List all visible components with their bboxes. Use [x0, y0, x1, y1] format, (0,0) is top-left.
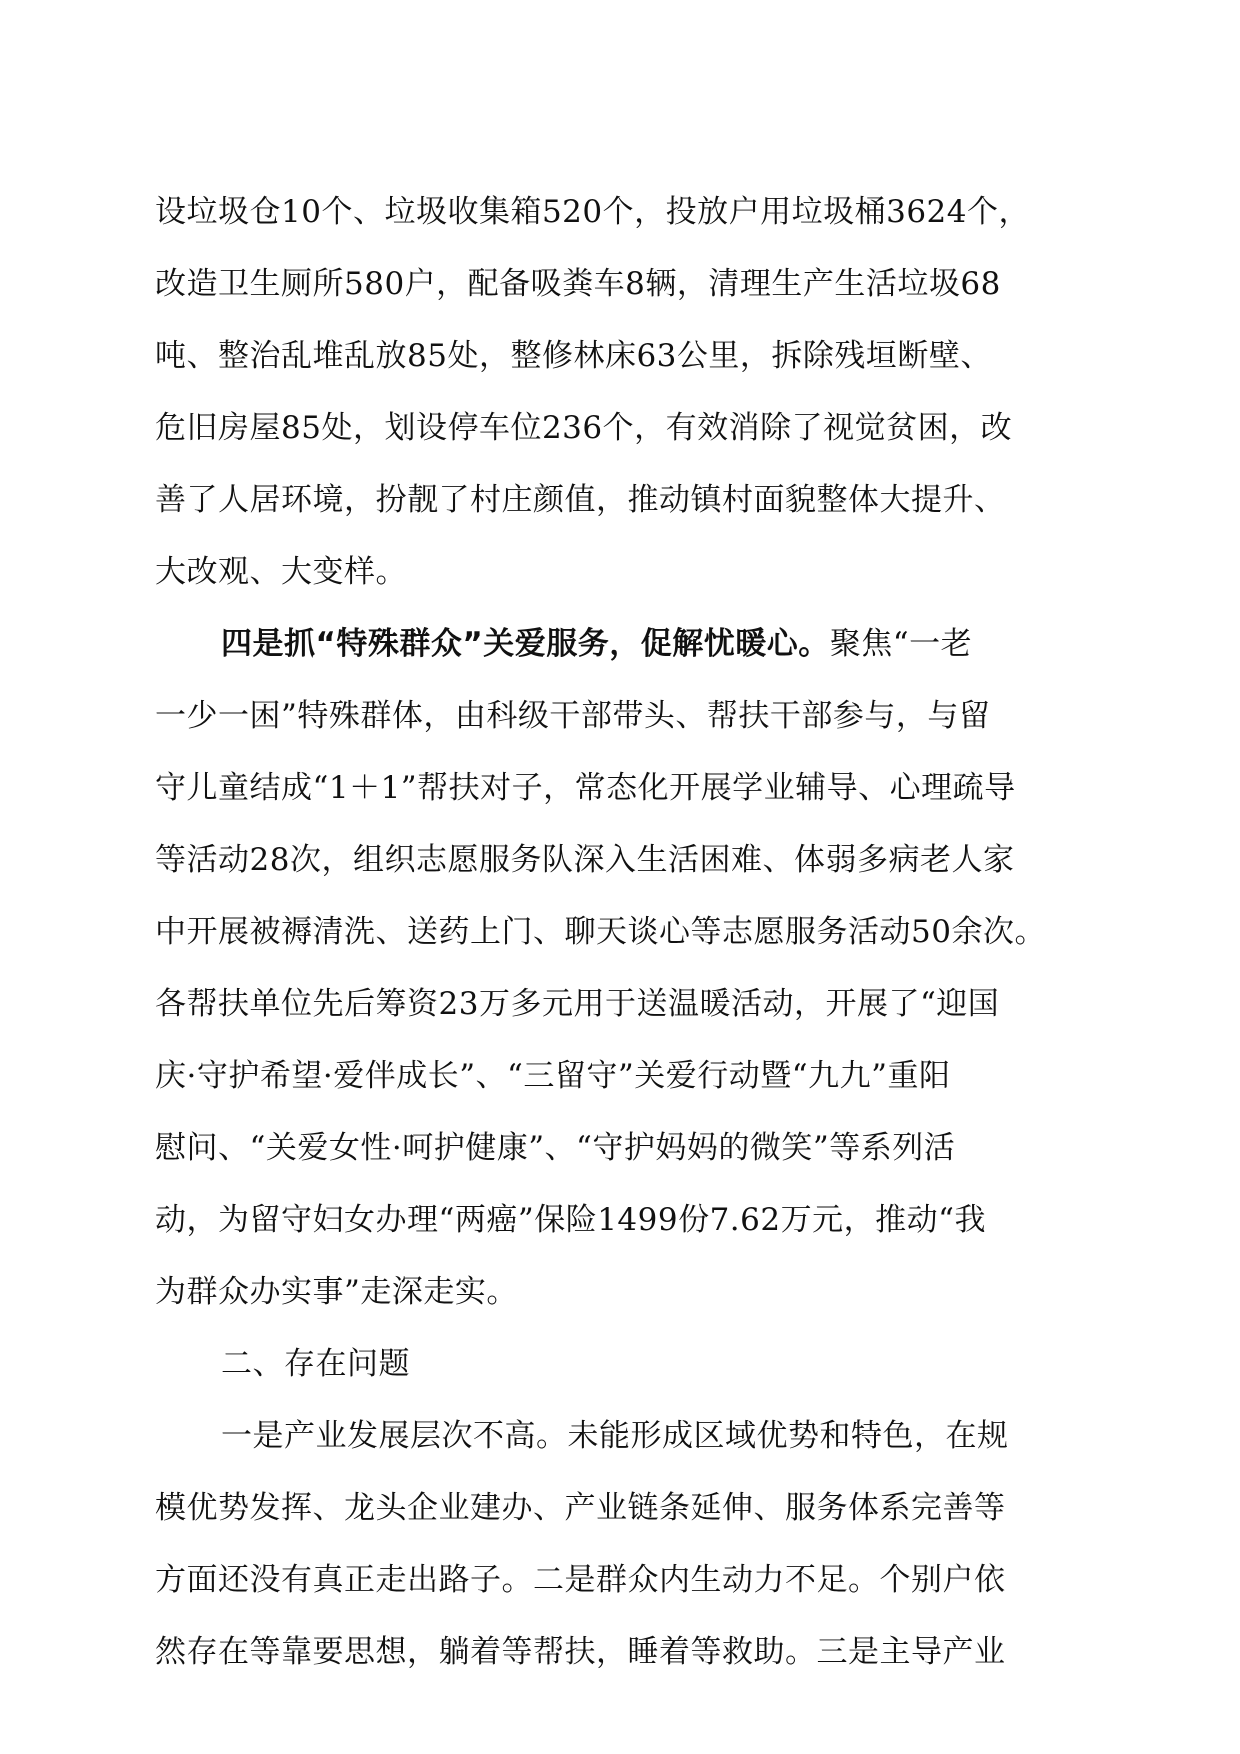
text-line: 庆·守护希望·爱伴成长”、“三留守”关爱行动暨“九九”重阳 [155, 1058, 951, 1094]
section-lead-bold: 四是抓“特殊群众”关爱服务，促解忧暖心。 [221, 626, 830, 662]
text-line: 善了人居环境，扮靓了村庄颜值，推动镇村面貌整体大提升、 [155, 482, 1006, 518]
text-line: 大改观、大变样。 [155, 554, 407, 590]
text-line: 守儿童结成“1＋1”帮扶对子，常态化开展学业辅导、心理疏导 [155, 770, 1016, 806]
section-lead-rest: 聚焦“一老 [829, 626, 973, 662]
text-line: 慰问、“关爱女性·呵护健康”、“守护妈妈的微笑”等系列活 [155, 1130, 956, 1166]
paragraph-first-line [155, 608, 1085, 680]
text-line: 设垃圾仓10个、垃圾收集箱520个，投放户用垃圾桶3624个， [155, 194, 1031, 230]
text-line: 方面还没有真正走出路子。二是群众内生动力不足。个别户依 [155, 1562, 1006, 1598]
text-line: 改造卫生厕所580户，配备吸粪车8辆，清理生产生活垃圾68 [155, 266, 1001, 302]
paragraph-first-line: 一是产业发展层次不高。未能形成区域优势和特色，在规 [221, 1418, 1009, 1454]
document-body [155, 176, 1085, 1688]
text-line: 等活动28次，组织志愿服务队深入生活困难、体弱多病老人家 [155, 842, 1015, 878]
text-line: 危旧房屋85处，划设停车位236个，有效消除了视觉贫困，改 [155, 410, 1013, 446]
text-line: 中开展被褥清洗、送药上门、聊天谈心等志愿服务活动50余次。 [155, 914, 1046, 950]
text-line: 吨、整治乱堆乱放85处，整修林床63公里，拆除残垣断壁、 [155, 338, 992, 374]
text-line: 一少一困”特殊群体，由科级干部带头、帮扶干部参与，与留 [155, 698, 991, 734]
text-line: 动，为留守妇女办理“两癌”保险1499份7.62万元，推动“我 [155, 1202, 986, 1238]
text-line: 为群众办实事”走深走实。 [155, 1274, 518, 1310]
text-line: 然存在等靠要思想，躺着等帮扶，睡着等救助。三是主导产业 [155, 1634, 1006, 1670]
text-line: 各帮扶单位先后筹资23万多元用于送温暖活动，开展了“迎国 [155, 986, 1000, 1022]
text-line: 模优势发挥、龙头企业建办、产业链条延伸、服务体系完善等 [155, 1490, 1006, 1526]
section-heading: 二、存在问题 [221, 1346, 410, 1382]
